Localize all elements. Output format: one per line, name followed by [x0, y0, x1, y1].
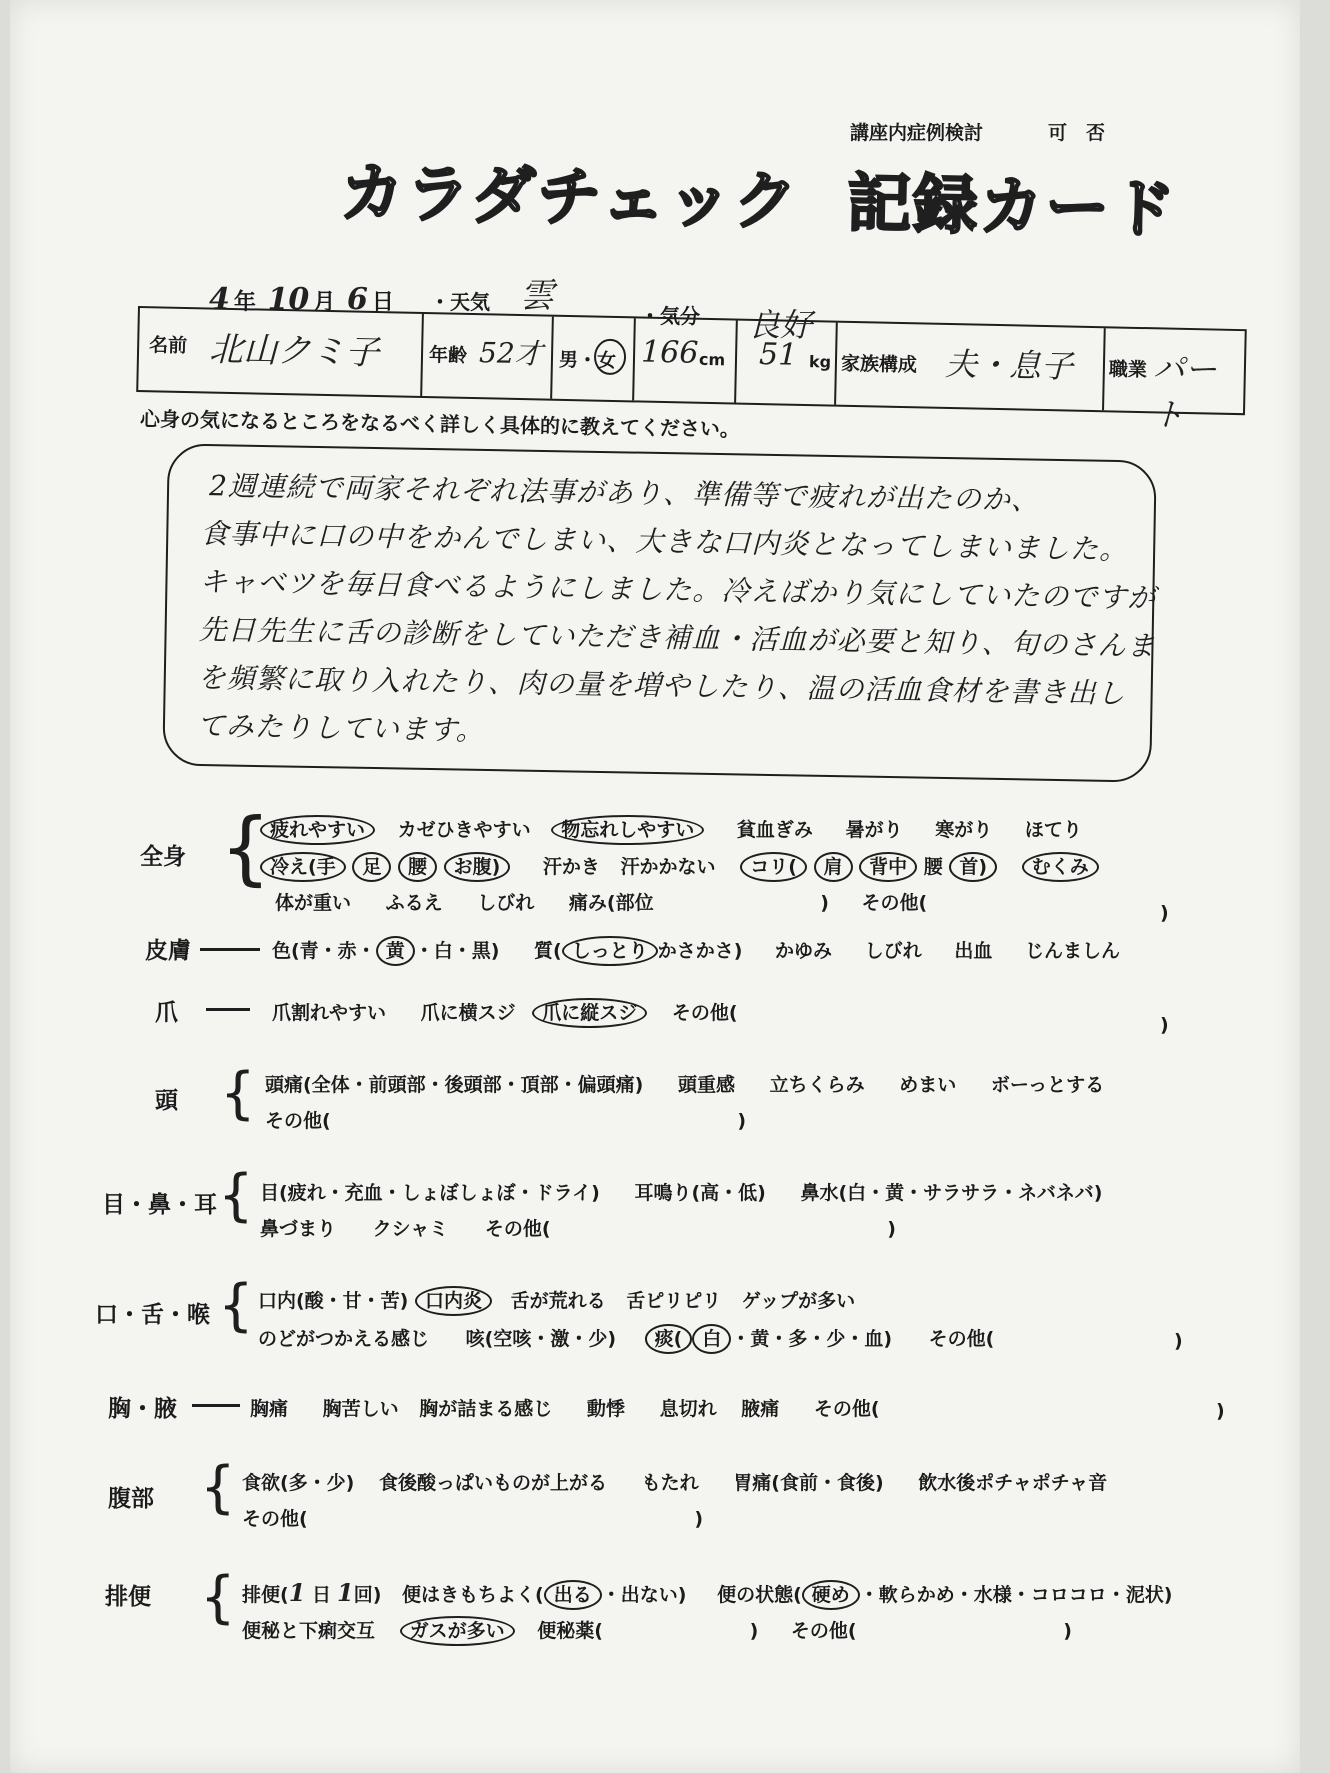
title-main: カラダチェック — [339, 156, 801, 240]
year-value[interactable]: 4 — [209, 282, 230, 317]
kahi-label: 可 否 — [1048, 122, 1106, 144]
tsume-sonota[interactable]: その他( — [671, 1002, 738, 1024]
tsume-tatesuji[interactable]: 爪に縦スジ — [532, 998, 647, 1028]
item-hoteri[interactable]: ほてり — [1024, 819, 1082, 841]
item-samugari[interactable]: 寒がり — [935, 819, 993, 841]
item-asekakanai[interactable]: 汗かかない — [620, 856, 716, 878]
notes-box[interactable] — [162, 443, 1156, 782]
item-hie-te[interactable]: 冷え(手 — [260, 852, 346, 882]
mune-sonota[interactable]: その他( — [813, 1398, 880, 1420]
name-label: 名前 — [148, 334, 188, 358]
item-hie-koshi[interactable]: 腰 — [398, 852, 437, 882]
haiben-times-value[interactable]: 1 — [337, 1578, 354, 1607]
sex-label[interactable]: 男・女 — [558, 348, 617, 373]
zenshin-sonota[interactable]: その他( — [861, 892, 928, 914]
fukubu-motare[interactable]: もたれ — [641, 1472, 699, 1494]
fukubu-sonota[interactable]: その他( — [242, 1508, 308, 1530]
tsume-wareyasui[interactable]: 爪割れやすい — [272, 1002, 387, 1024]
mune-munegurushii[interactable]: 胸苦しい — [322, 1398, 399, 1420]
haiben-sonota-close: ) — [1063, 1620, 1072, 1642]
me-r1 — [260, 1178, 1102, 1205]
kuchi-kounaien[interactable]: 口内炎 — [415, 1286, 492, 1316]
kuchi-tan[interactable]: 痰( — [645, 1324, 693, 1354]
month-value[interactable]: 10 — [267, 282, 310, 317]
name-cell — [138, 308, 424, 396]
haiben-deru[interactable]: 出る — [544, 1580, 602, 1610]
me-me[interactable]: 目(疲れ・充血・しょぼしょぼ・ドライ) — [260, 1182, 600, 1204]
kuchi-title: 口・舌・喉 — [95, 1302, 210, 1328]
atama-sonota-close: ) — [737, 1110, 746, 1132]
fukubu-shokuyoku[interactable]: 食欲(多・少) — [242, 1472, 355, 1494]
item-asekaki[interactable]: 汗かき — [542, 856, 600, 878]
item-atsugari[interactable]: 暑がり — [845, 819, 903, 841]
mune-items — [250, 1394, 880, 1421]
haiben-haiben[interactable]: 排便( — [242, 1584, 289, 1606]
kuchi-shita-piripiri[interactable]: 舌ピリピリ — [626, 1290, 722, 1312]
tsume-items — [272, 998, 738, 1025]
hifu-shukketsu[interactable]: 出血 — [954, 940, 993, 962]
item-furue[interactable]: ふるえ — [385, 892, 443, 914]
item-kazehiki[interactable]: カゼひきやすい — [397, 819, 531, 841]
mune-kyoutsuu[interactable]: 胸痛 — [250, 1398, 289, 1420]
kibun-value[interactable]: 良好 — [748, 306, 813, 344]
kuchi-r2 — [258, 1324, 994, 1351]
fukubu-itsuu[interactable]: 胃痛(食前・食後) — [733, 1472, 884, 1494]
kuchi-r1 — [258, 1286, 855, 1313]
mune-title: 胸・腋 — [108, 1396, 177, 1422]
family-label: 家族構成 — [840, 352, 918, 377]
me-r2 — [260, 1214, 896, 1241]
note-line-1: 2週連続で両家それぞれ法事があり、準備等で疲れが出たのか、 — [208, 469, 1041, 517]
note-line-5: を頻繁に取り入れたり、肉の量を増やしたり、温の活血食材を書き出し — [197, 660, 1126, 711]
haiben-r1 — [242, 1578, 1172, 1607]
haiben-katame[interactable]: 硬め — [802, 1580, 860, 1610]
tsume-sonota-close: ) — [1160, 1014, 1169, 1036]
itami-paren-close: ) — [820, 892, 829, 914]
atama-r1 — [265, 1070, 1104, 1097]
height-cell — [632, 318, 738, 402]
haiben-sonota[interactable]: その他( — [790, 1620, 857, 1642]
day-value[interactable]: 6 — [347, 282, 368, 317]
age-label: 年齢 — [428, 344, 468, 367]
sex-circle-mark — [593, 338, 628, 377]
name-value[interactable]: 北山クミ子 — [208, 329, 380, 374]
fukubu-r2 — [242, 1504, 703, 1531]
fukubu-insuigo[interactable]: 飲水後ポチャポチャ音 — [918, 1472, 1108, 1494]
fukubu-sonota-close: ) — [694, 1508, 703, 1530]
haiben-gas[interactable]: ガスが多い — [400, 1616, 515, 1646]
atama-brace: { — [220, 1061, 256, 1126]
age-value[interactable]: 52才 — [478, 336, 544, 371]
me-hanazumari[interactable]: 鼻づまり — [260, 1218, 337, 1240]
zenshin-r3 — [275, 888, 927, 915]
atama-zujuukan[interactable]: 頭重感 — [678, 1074, 736, 1096]
hifu-kasakasa[interactable]: かさかさ) — [657, 940, 743, 962]
me-hanamizu[interactable]: 鼻水(白・黄・サラサラ・ネバネバ) — [800, 1182, 1103, 1204]
item-hinketsu[interactable]: 貧血ぎみ — [736, 819, 813, 841]
item-shibire[interactable]: しびれ — [477, 892, 535, 914]
fukubu-brace: { — [200, 1455, 236, 1520]
haiben-brace: { — [200, 1565, 236, 1630]
hifu-shitsu[interactable]: 質( — [534, 940, 562, 962]
kuchi-sonota-close: ) — [1174, 1330, 1183, 1352]
prompt-text: 心身の気になるところをなるべく詳しく具体的に教えてください。 — [139, 406, 741, 442]
kuchi-tan-rest[interactable]: ・黄・多・少・血) — [731, 1328, 893, 1350]
haiben-kimochi[interactable]: 便はきもちよく( — [402, 1584, 544, 1606]
mune-dash — [192, 1404, 240, 1407]
mune-ekitsuu[interactable]: 腋痛 — [741, 1398, 780, 1420]
haiben-benpiyaku-close: ) — [749, 1620, 759, 1642]
item-hie-onaka[interactable]: お腹) — [444, 852, 511, 882]
atama-title: 頭 — [155, 1088, 178, 1114]
me-sonota[interactable]: その他( — [484, 1218, 551, 1240]
kuchi-tan-shiro[interactable]: 白 — [692, 1324, 731, 1354]
title-sub: 記録カード — [846, 166, 1179, 248]
haiben-r2 — [242, 1616, 1072, 1643]
me-sonota-close: ) — [887, 1218, 896, 1240]
weight-value[interactable]: 51 — [758, 337, 798, 373]
hifu-jinmashin[interactable]: じんましん — [1024, 940, 1120, 962]
family-value[interactable]: 夫・息子 — [944, 344, 1074, 386]
mune-douki[interactable]: 動悸 — [586, 1398, 625, 1420]
atama-bootto[interactable]: ボーっとする — [990, 1074, 1105, 1096]
tenki-label: ・天気 — [430, 290, 490, 314]
note-line-2: 食事中に口の中をかんでしまい、大きな口内炎となってしまいました。 — [200, 516, 1129, 567]
kibun-label: ・気分 — [640, 304, 700, 328]
hifu-title: 皮膚 — [145, 938, 191, 964]
item-monowasure[interactable]: 物忘れしやすい — [551, 815, 704, 845]
haiben-kougo[interactable]: 便秘と下痢交互 — [242, 1620, 376, 1642]
kuchi-kounai[interactable]: 口内(酸・甘・苦) — [258, 1290, 409, 1312]
zenshin-title: 全身 — [140, 844, 186, 870]
hifu-shittori[interactable]: しっとり — [562, 936, 658, 966]
mune-tsumaru[interactable]: 胸が詰まる感じ — [419, 1398, 553, 1420]
hifu-iro-rest[interactable]: ・白・黒) — [414, 940, 500, 962]
haiben-joutai-rest[interactable]: ・軟らかめ・水様・コロコロ・泥状) — [859, 1584, 1173, 1606]
hifu-items — [272, 936, 1120, 963]
sex-cell — [550, 317, 636, 401]
haiben-days-label: 日 — [312, 1584, 332, 1606]
day-label: 日 — [371, 290, 394, 315]
note-line-3: キャベツを毎日食べるようにしました。冷えばかり気にしていたのですが — [199, 564, 1157, 615]
month-label: 月 — [313, 290, 336, 315]
year-label: 年 — [233, 290, 256, 315]
hifu-iro[interactable]: 色(青・赤・ — [272, 940, 376, 962]
record-card-paper — [10, 0, 1300, 1773]
haiben-times-label: 回) — [353, 1584, 382, 1606]
kuchi-shita-areru[interactable]: 舌が荒れる — [510, 1290, 606, 1312]
me-brace: { — [218, 1163, 254, 1228]
item-kata[interactable]: 肩 — [814, 852, 853, 882]
kuchi-brace: { — [218, 1273, 254, 1338]
atama-memai[interactable]: めまい — [899, 1074, 957, 1096]
item-itami[interactable]: 痛み(部位 — [568, 892, 654, 914]
kouza-label: 講座内症例検討 — [850, 122, 984, 144]
kuchi-nodo[interactable]: のどがつかえる感じ — [258, 1328, 430, 1350]
haiben-benpiyaku[interactable]: 便秘薬( — [537, 1620, 603, 1642]
hifu-shibire[interactable]: しびれ — [864, 940, 922, 962]
page-title — [339, 141, 1178, 251]
haiben-denai[interactable]: ・出ない) — [601, 1584, 687, 1606]
hifu-iro-ki[interactable]: 黄 — [376, 936, 415, 966]
job-value[interactable]: パート — [1151, 349, 1218, 434]
atama-sonota[interactable]: その他( — [265, 1110, 331, 1132]
note-line-6: てみたりしています。 — [196, 708, 485, 747]
haiben-days-value[interactable]: 1 — [288, 1578, 306, 1607]
age-cell — [420, 314, 554, 399]
item-koshi2[interactable]: 腰 — [923, 856, 943, 878]
tsume-dash — [206, 1008, 250, 1011]
item-senaka[interactable]: 背中 — [859, 852, 917, 882]
mune-sonota-close: ) — [1216, 1400, 1225, 1422]
item-karadaomoi[interactable]: 体が重い — [275, 892, 352, 914]
height-unit: cm — [698, 349, 726, 370]
fukubu-r1 — [242, 1468, 1107, 1495]
item-kubi[interactable]: 首) — [949, 852, 997, 882]
zenshin-r1 — [260, 815, 1082, 842]
tsume-title: 爪 — [155, 1000, 178, 1026]
hifu-dash — [200, 948, 260, 951]
me-kushami[interactable]: クシャミ — [372, 1218, 449, 1240]
me-miminari[interactable]: 耳鳴り(高・低) — [634, 1182, 766, 1204]
job-cell — [1102, 328, 1242, 434]
item-mukumi[interactable]: むくみ — [1022, 852, 1099, 882]
kuchi-geppu[interactable]: ゲップが多い — [741, 1290, 856, 1312]
atama-r2 — [265, 1106, 746, 1133]
haiben-title: 排便 — [105, 1584, 151, 1610]
atama-zutsu[interactable]: 頭痛(全体・前頭部・後頭部・頂部・偏頭痛) — [265, 1074, 644, 1096]
hifu-kayumi[interactable]: かゆみ — [775, 940, 833, 962]
zenshin-sonota-close: ) — [1160, 902, 1169, 924]
fukubu-shokugo[interactable]: 食後酸っぱいものが上がる — [379, 1472, 608, 1494]
job-label: 職業 — [1108, 358, 1148, 382]
tsume-yokosuji[interactable]: 爪に横スジ — [420, 1002, 516, 1024]
weight-unit: kg — [808, 352, 832, 372]
kuchi-seki[interactable]: 咳(空咳・激・少) — [465, 1328, 617, 1350]
mune-ikigire[interactable]: 息切れ — [659, 1398, 717, 1420]
tenki-value[interactable]: 雲 — [520, 276, 554, 316]
weight-cell — [734, 321, 838, 405]
height-value[interactable]: 166 — [640, 334, 699, 371]
atama-tachikurami[interactable]: 立ちくらみ — [769, 1074, 865, 1096]
item-hie-ashi[interactable]: 足 — [352, 852, 391, 882]
kuchi-sonota[interactable]: その他( — [928, 1328, 995, 1350]
zenshin-brace: { — [220, 801, 271, 894]
note-line-4: 先日先生に舌の診断をしていただき補血・活血が必要と知り、旬のさんま — [198, 612, 1156, 663]
fukubu-title: 腹部 — [108, 1486, 154, 1512]
zenshin-r2 — [260, 852, 1099, 879]
item-tsukareyasui[interactable]: 疲れやすい — [260, 815, 375, 845]
family-cell — [834, 323, 1106, 411]
me-title: 目・鼻・耳 — [102, 1192, 217, 1218]
item-kori[interactable]: コリ( — [740, 852, 807, 882]
haiben-joutai[interactable]: 便の状態( — [717, 1584, 802, 1606]
